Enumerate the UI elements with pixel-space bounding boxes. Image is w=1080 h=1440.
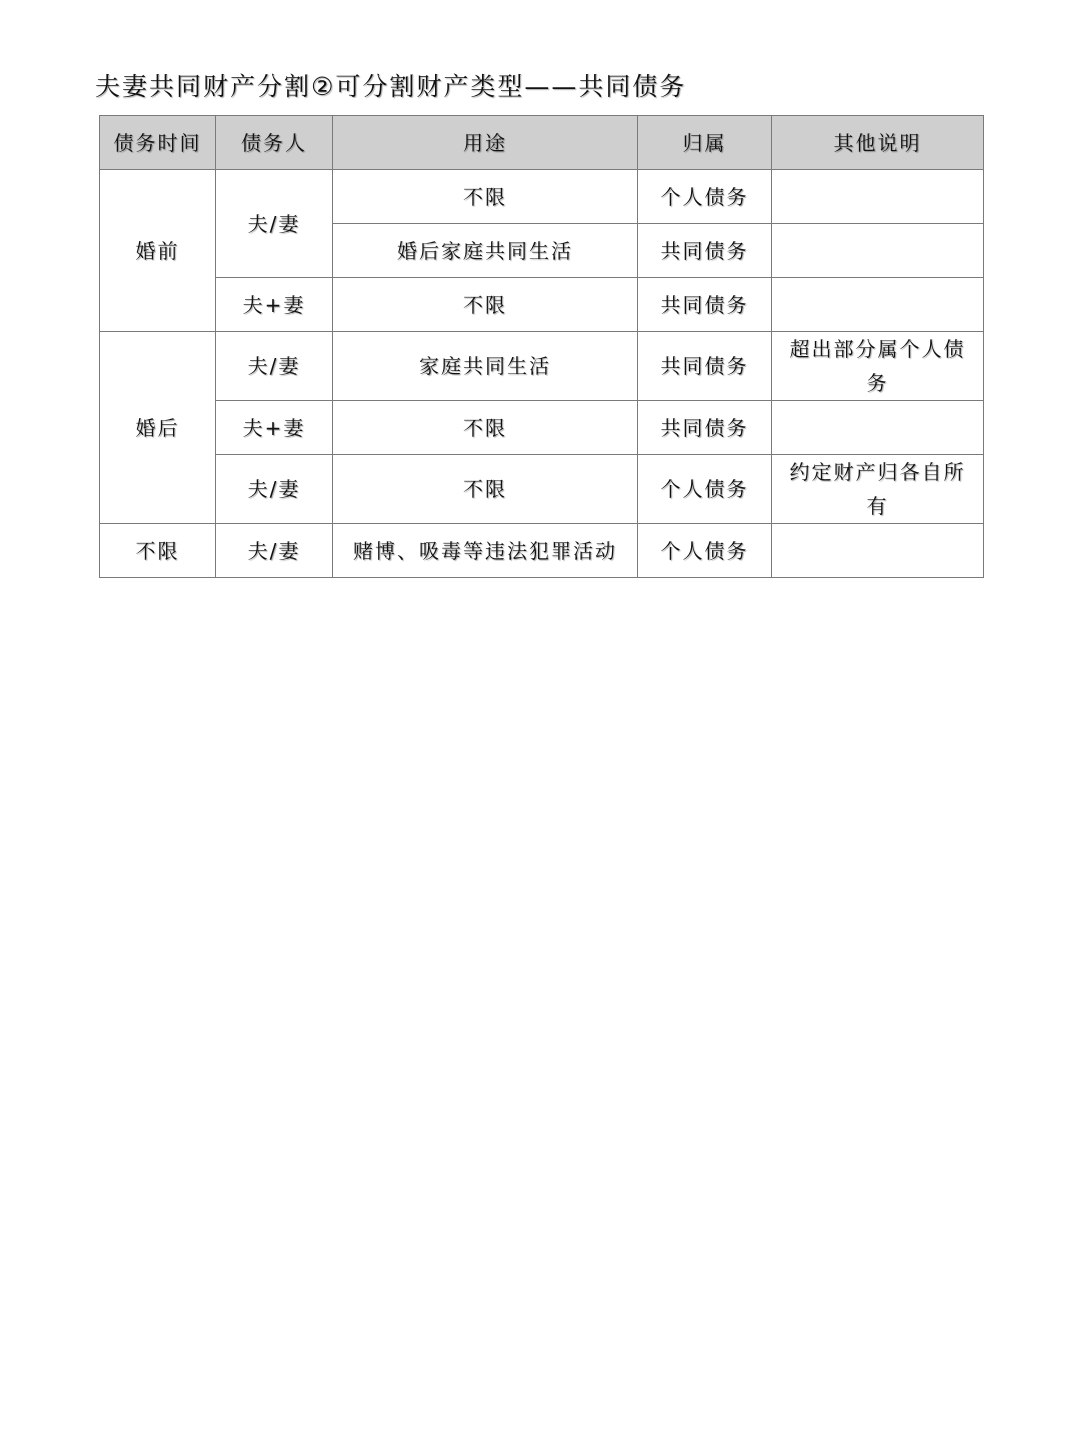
header-debtor: 债务人	[216, 116, 333, 170]
table-row	[100, 455, 984, 524]
header-use: 用途	[333, 116, 638, 170]
cell-note	[772, 278, 984, 332]
debt-table	[99, 115, 984, 578]
cell-debt-time: 婚前	[100, 170, 216, 332]
cell-note	[772, 401, 984, 455]
cell-debt-time: 不限	[100, 524, 216, 578]
table-row	[100, 332, 984, 401]
cell-ownership: 共同债务	[638, 224, 772, 278]
cell-debtor: 夫/妻	[216, 524, 333, 578]
cell-debtor: 夫/妻	[216, 455, 333, 524]
table-row	[100, 170, 984, 224]
cell-debtor: 夫+妻	[216, 401, 333, 455]
header-ownership: 归属	[638, 116, 772, 170]
table-row	[100, 401, 984, 455]
table-header-row	[100, 116, 984, 170]
cell-use: 不限	[333, 455, 638, 524]
cell-ownership: 个人债务	[638, 524, 772, 578]
cell-use: 不限	[333, 278, 638, 332]
cell-ownership: 共同债务	[638, 278, 772, 332]
cell-use: 不限	[333, 170, 638, 224]
cell-use: 赌博、吸毒等违法犯罪活动	[333, 524, 638, 578]
cell-debtor: 夫/妻	[216, 332, 333, 401]
table-row	[100, 278, 984, 332]
page-title: 夫妻共同财产分割②可分割财产类型——共同债务	[95, 72, 687, 101]
cell-use: 婚后家庭共同生活	[333, 224, 638, 278]
cell-ownership: 共同债务	[638, 332, 772, 401]
header-debt-time: 债务时间	[100, 116, 216, 170]
cell-use: 不限	[333, 401, 638, 455]
cell-note	[772, 224, 984, 278]
cell-ownership: 个人债务	[638, 170, 772, 224]
cell-debtor: 夫+妻	[216, 278, 333, 332]
cell-note	[772, 524, 984, 578]
table-row	[100, 524, 984, 578]
cell-debt-time: 婚后	[100, 332, 216, 524]
cell-debtor: 夫/妻	[216, 170, 333, 278]
cell-note	[772, 170, 984, 224]
cell-ownership: 个人债务	[638, 455, 772, 524]
cell-use: 家庭共同生活	[333, 332, 638, 401]
cell-ownership: 共同债务	[638, 401, 772, 455]
cell-note: 约定财产归各自所有	[772, 455, 984, 524]
cell-note: 超出部分属个人债务	[772, 332, 984, 401]
header-other-notes: 其他说明	[772, 116, 984, 170]
